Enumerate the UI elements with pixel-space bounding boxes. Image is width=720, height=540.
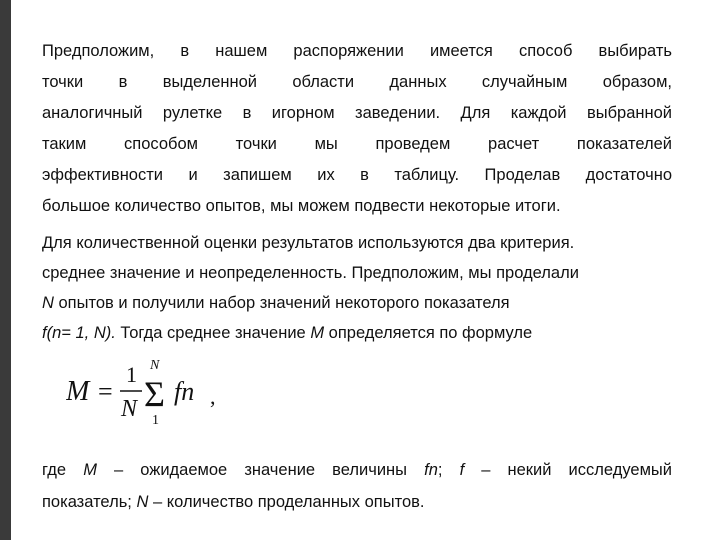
paragraph-criteria-line-4-text: Тогда среднее значение <box>115 324 311 342</box>
formula-sum-lower: 1 <box>152 413 159 428</box>
paragraph-definitions-line-1 <box>42 454 672 486</box>
formula-equals: = <box>98 377 113 406</box>
slide-left-accent-bar <box>0 0 11 540</box>
paragraph-intro-line-4: таким способом точки мы проведем расчет показателей <box>42 135 672 153</box>
paragraph-criteria-line-2: среднее значение и неопределенность. Предположим, мы проделали <box>42 264 579 282</box>
slide-content <box>42 36 672 518</box>
def-text-semicolon: ; <box>437 461 460 479</box>
formula-sum-upper: N <box>150 358 160 373</box>
paragraph-criteria-line-1: Для количественной оценки результатов используются два критерия. <box>42 234 575 252</box>
def-text-count: – количество проделанных опытов. <box>148 493 425 511</box>
paragraph-definitions-line-2 <box>42 486 672 518</box>
def-var-f: f <box>459 461 465 479</box>
paragraph-criteria-line-4 <box>42 318 672 348</box>
formula-denominator: N <box>121 396 138 422</box>
paragraph-intro-line-6: большое количество опытов, мы можем подвести некоторые итоги. <box>42 197 561 215</box>
paragraph-criteria-line-3-text: опытов и получили набор значений некоторого показателя <box>53 294 510 312</box>
paragraph-intro <box>42 36 672 222</box>
formula-numerator: 1 <box>126 362 137 387</box>
paragraph-intro-line-2: точки в выделенной области данных случайным образом, <box>42 73 672 91</box>
formula-trailing-comma: , <box>210 384 216 409</box>
def-text-where: где <box>42 461 84 479</box>
var-M: M <box>310 324 325 342</box>
paragraph-intro-line-5: эффективности и запишем их в таблицу. Проделав достаточно <box>42 166 672 184</box>
paragraph-intro-line-1: Предположим, в нашем распоряжении имеется способ выбирать <box>42 42 672 60</box>
formula-lhs: M <box>66 376 90 407</box>
var-N: N <box>42 294 54 312</box>
def-var-M: M <box>83 461 97 479</box>
mean-formula <box>66 356 672 428</box>
def-var-N: N <box>136 493 149 511</box>
paragraph-criteria-line-3 <box>42 288 672 318</box>
formula-sum-symbol: Σ <box>144 374 165 414</box>
paragraph-intro-line-3: аналогичный рулетке в игорном заведении. Для каждой выбранной <box>42 104 672 122</box>
def-text-expected: – ожидаемое значение величины <box>96 461 425 479</box>
def-var-fn: fn <box>424 461 438 479</box>
mean-formula-graphic <box>66 356 266 428</box>
def-text-indicator-end: показатель; <box>42 493 137 511</box>
var-f-range: f(n= 1, N). <box>42 324 116 342</box>
paragraph-definitions <box>42 454 672 518</box>
formula-term: fn <box>174 377 195 406</box>
paragraph-criteria <box>42 228 672 348</box>
def-text-indicator: – некий исследуемый <box>464 461 672 479</box>
paragraph-criteria-line-4-end: определяется по формуле <box>324 324 533 342</box>
